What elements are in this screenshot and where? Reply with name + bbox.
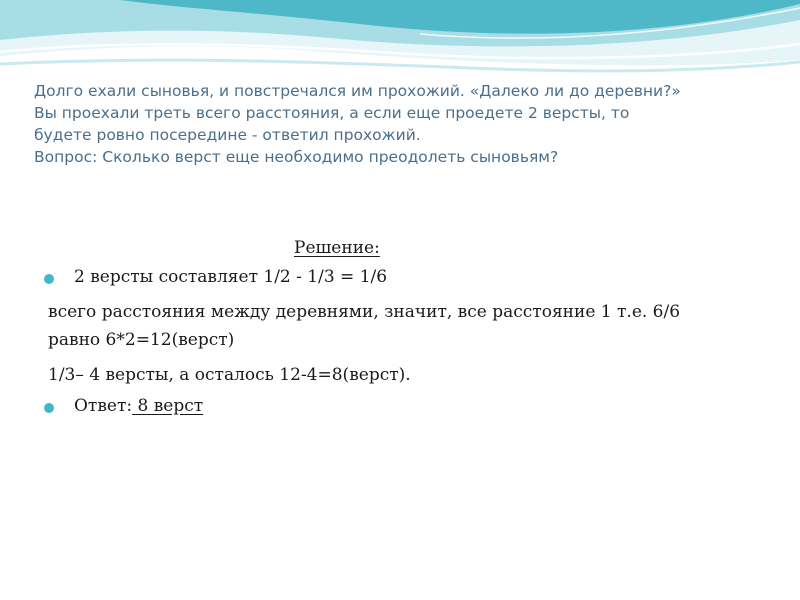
answer-line <box>74 396 203 416</box>
problem-line-2: Вы проехали треть всего расстояния, а если еще проедете 2 версты, то <box>34 104 630 122</box>
solution-step-1-continuation-b: равно 6*2=12(верст) <box>48 330 235 350</box>
problem-statement <box>34 80 774 168</box>
problem-line-1: Долго ехали сыновья, и повстречался им прохожий. «Далеко ли до деревни?» <box>34 82 681 100</box>
solution-step-2: 1/3– 4 версты, а осталось 12-4=8(верст). <box>48 365 411 385</box>
answer-value: 8 верст <box>132 396 204 416</box>
answer-label: Ответ: <box>74 396 133 416</box>
header-wave-decoration <box>0 0 800 80</box>
bullet-icon <box>44 403 54 413</box>
solution-heading: Решение: <box>294 238 380 258</box>
solution-step-1-continuation-a: всего расстояния между деревнями, значит, все расстояние 1 т.е. 6/6 <box>48 302 681 322</box>
problem-line-3: будете ровно посередине - ответил прохожий. <box>34 126 421 144</box>
problem-line-4: Вопрос: Сколько верст еще необходимо преодолеть сыновьям? <box>34 148 559 166</box>
solution-step-1: 2 версты составляет 1/2 - 1/3 = 1/6 <box>74 267 388 287</box>
bullet-icon <box>44 274 54 284</box>
